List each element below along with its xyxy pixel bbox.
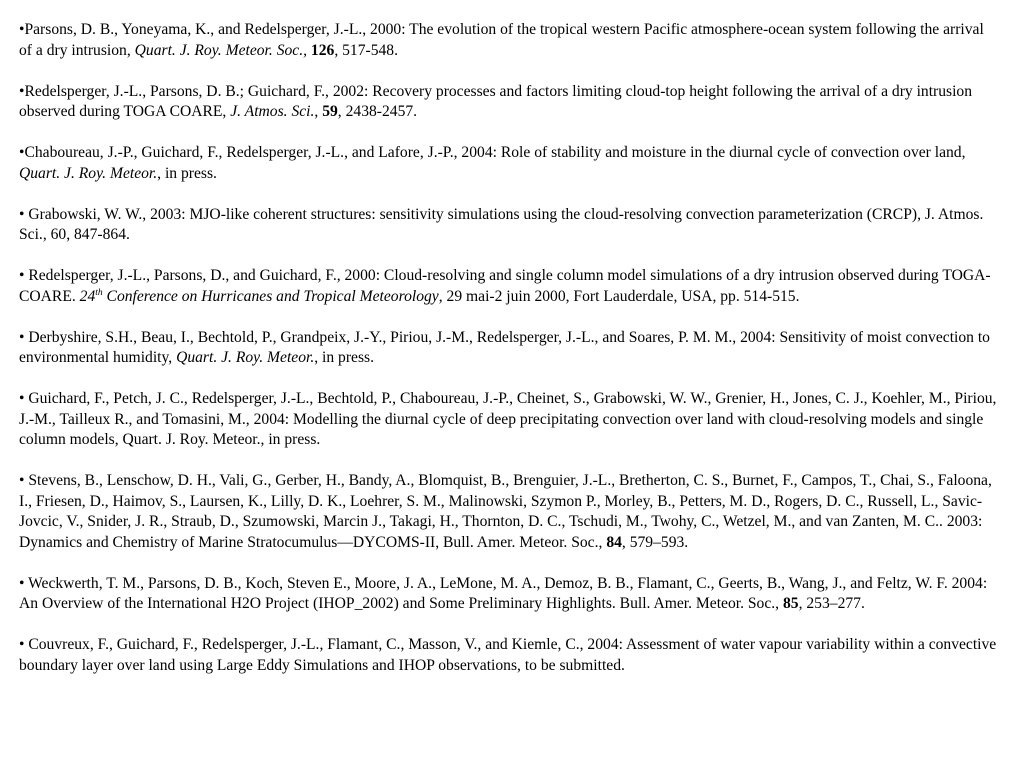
volume-number: 84 — [606, 533, 622, 551]
reference-item — [19, 574, 999, 615]
reference-text: , 29 mai-2 juin 2000, Fort Lauderdale, USA, pp. 514-515. — [438, 287, 800, 305]
reference-text: • Guichard, F., Petch, J. C., Redelsperger, J.-L., Bechtold, P., Chaboureau, J.-P., Cheinet, S., Grabowski, W. W., Grenier, H., Jones, C. J., Koehler, M., Piriou, J.-M., Tailleux R., and Tomasini, M., 2004: Modelling the diurnal cycle of deep precipitating convection over land with cloud-resolving models and single column models, Quart. J. Roy. Meteor., in press. — [19, 390, 997, 448]
reference-text: •Chaboureau, J.-P., Guichard, F., Redelsperger, J.-L., and Lafore, J.-P., 2004: Role of stability and moisture in the diurnal cycle of convection over land, — [19, 144, 966, 161]
journal-name: Quart. J. Roy. Meteor. — [176, 349, 315, 366]
reference-text: • Weckwerth, T. M., Parsons, D. B., Koch, Steven E., Moore, J. A., LeMone, M. A., Demoz, B. B., Flamant, C., Geerts, B., Wang, J., and Feltz, W. F. 2004: An Overview of the International H2O Project (IHOP_2002) and Some Preliminary Highlights. Bull. Amer. Meteor. Soc., — [19, 574, 988, 612]
reference-text: , 253–277. — [798, 595, 865, 612]
conference-name: Conference on Hurricanes and Tropical Meteorology — [102, 287, 439, 305]
reference-text: , 579–593. — [621, 533, 689, 551]
reference-text: , in press. — [157, 164, 217, 182]
reference-item — [19, 328, 999, 369]
reference-text: , 517-548. — [334, 41, 398, 59]
journal-name: Quart. J. Roy. Meteor. — [19, 164, 158, 182]
reference-item — [19, 266, 999, 307]
reference-text: •Parsons, D. B., Yoneyama, K., and Redelsperger, J.-L., 2000: The evolution of the tropical western Pacific atmosphere-ocean system following the arrival of a dry intrusion, — [19, 21, 984, 59]
reference-text: , 2438-2457. — [337, 103, 418, 120]
ordinal-suffix: th — [95, 287, 103, 298]
reference-item — [19, 205, 999, 246]
conference-title — [80, 288, 439, 305]
reference-text: • Couvreux, F., Guichard, F., Redelsperger, J.-L., Flamant, C., Masson, V., and Kiemle, C., 2004: Assessment of water vapour variability within a convective boundary layer over land using Large Eddy Simulations and IHOP observations, to be submitted. — [19, 636, 997, 674]
journal-name: Quart. J. Roy. Meteor. Soc., — [134, 41, 308, 59]
journal-name: J. Atmos. Sci. — [230, 103, 315, 120]
volume-number: 85 — [782, 595, 799, 612]
reference-item — [19, 389, 999, 451]
reference-text: • Grabowski, W. W., 2003: MJO-like coherent structures: sensitivity simulations using the cloud-resolving convection parameterization (CRCP), J. Atmos. Sci., 60, 847-864. — [19, 205, 984, 243]
reference-item — [19, 471, 999, 553]
reference-list — [19, 20, 999, 697]
reference-item — [19, 143, 999, 184]
reference-item — [19, 635, 999, 676]
reference-text: , — [314, 103, 323, 120]
conference-number: 24 — [79, 287, 96, 305]
volume-number: 126 — [310, 41, 335, 59]
reference-item — [19, 20, 999, 61]
reference-text: •Redelsperger, J.-L., Parsons, D. B.; Guichard, F., 2002: Recovery processes and factors limiting cloud-top height following the arrival of a dry intrusion observed during TOGA COARE, — [19, 82, 973, 120]
volume-number: 59 — [322, 103, 338, 120]
reference-text: • Stevens, B., Lenschow, D. H., Vali, G., Gerber, H., Bandy, A., Blomquist, B., Brenguier, J.-L., Bretherton, C. S., Burnet, F., Campos, T., Chai, S., Faloona, I., Friesen, D., Haimov, S., Laursen, K., Lilly, D. K., Loehrer, S. M., Malinowski, Szymon P., Morley, B., Petters, M. D., Rogers, D. C., Russell, L., Savic-Jovcic, V., Snider, J. R., Straub, D., Szumowski, Marcin J., Takagi, H., Thornton, D. C., Tschudi, M., Twohy, C., Wetzel, M., and van Zanten, M. C.. 2003: Dynamics and Chemistry of Marine Stratocumulus—DYCOMS-II, Bull. Amer. Meteor. Soc., — [19, 472, 992, 551]
reference-text: , in press. — [314, 349, 375, 366]
reference-text: • Redelsperger, J.-L., Parsons, D., and Guichard, F., 2000: Cloud-resolving and single column model simulations of a dry intrusion observed during TOGA-COARE. — [19, 267, 991, 305]
reference-text: • Derbyshire, S.H., Beau, I., Bechtold, P., Grandpeix, J.-Y., Piriou, J.-M., Redelsperger, J.-L., and Soares, P. M. M., 2004: Sensitivity of moist convection to environmental humidity, — [19, 328, 990, 366]
reference-item — [19, 82, 999, 123]
